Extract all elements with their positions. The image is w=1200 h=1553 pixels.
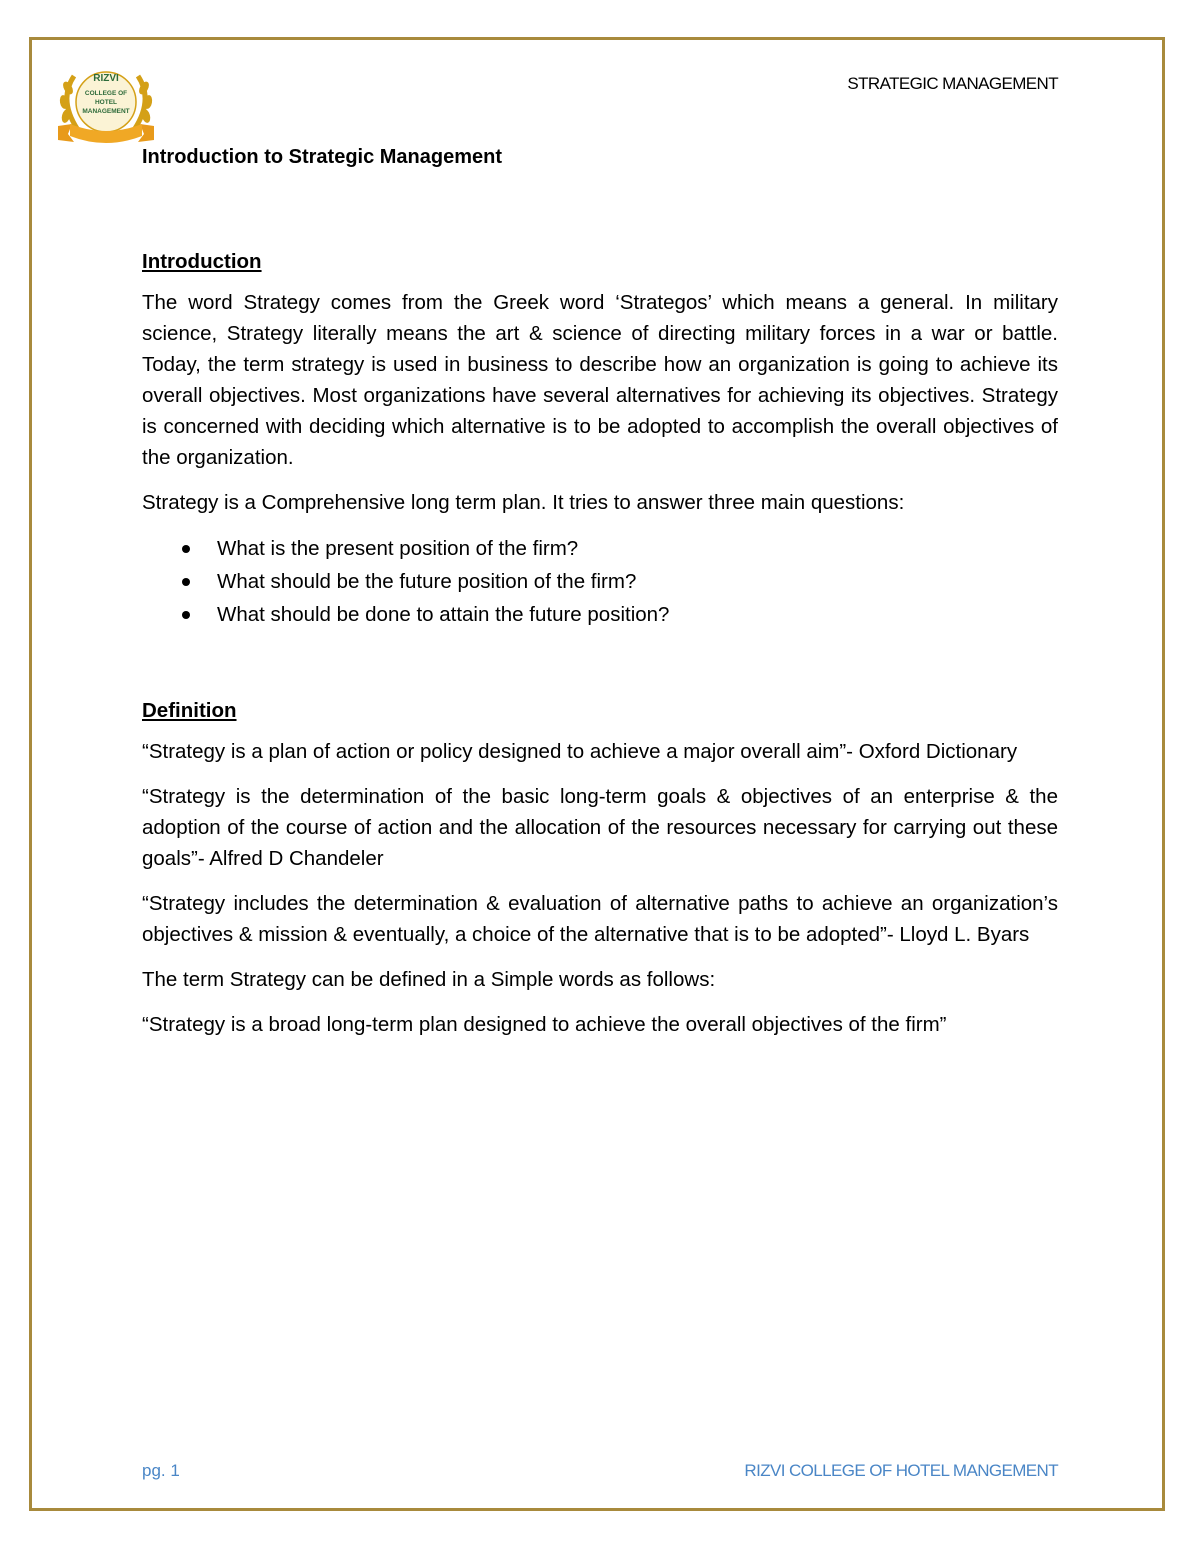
questions-list — [142, 532, 1058, 631]
bullet-icon — [182, 578, 190, 586]
list-item — [182, 565, 1058, 598]
page-number: pg. 1 — [142, 1461, 180, 1480]
document-title: Introduction to Strategic Management — [142, 146, 503, 168]
list-item-text: What should be done to attain the future position? — [217, 603, 670, 626]
header-title: STRATEGIC MANAGEMENT — [847, 74, 1058, 93]
logo-line2: HOTEL — [94, 99, 118, 106]
logo-line3: MANAGEMENT — [82, 108, 130, 115]
simple-definition-intro: The term Strategy can be defined in a Simple words as follows: — [142, 968, 716, 991]
document-body — [142, 246, 1058, 1054]
introduction-paragraph-2: Strategy is a Comprehensive long term plan. It tries to answer three main questions: — [142, 491, 905, 514]
definition-heading: Definition — [142, 699, 237, 722]
bullet-icon — [182, 611, 190, 619]
bullet-icon — [182, 545, 190, 553]
list-item — [182, 598, 1058, 631]
footer-college-name: RIZVI COLLEGE OF HOTEL MANGEMENT — [744, 1461, 1058, 1480]
logo-line1: COLLEGE OF — [84, 90, 128, 97]
logo-name: RIZVI — [93, 73, 119, 84]
introduction-heading: Introduction — [142, 250, 262, 273]
list-item-text: What is the present position of the firm? — [217, 537, 579, 560]
list-item — [182, 532, 1058, 565]
list-item-text: What should be the future position of the firm? — [217, 570, 637, 593]
introduction-paragraph-1: The word Strategy comes from the Greek word ‘Strategos’ which means a general. In military science, Strategy literally means the art & science of directing military forces in a war or battle. Today, the term strategy is used in business to describe how an organization is going to achieve its overall objectives. Most organizations have several alternatives for achieving its objectives. Strategy is concerned with deciding which alternative is to be adopted to accomplish the overall objectives of the organization. — [142, 291, 1058, 469]
definition-quote-1: “Strategy is a plan of action or policy designed to achieve a major overall aim”- Oxford Dictionary — [142, 740, 1018, 763]
college-logo — [52, 64, 160, 148]
definition-quote-2: “Strategy is the determination of the basic long-term goals & objectives of an enterprise & the adoption of the course of action and the allocation of the resources necessary for carrying out these goals”- Alfred D Chandeler — [142, 785, 1058, 870]
definition-quote-3: “Strategy includes the determination & evaluation of alternative paths to achieve an organization’s objectives & mission & eventually, a choice of the alternative that is to be adopted”- Lloyd L. Byars — [142, 892, 1058, 946]
simple-definition-quote: “Strategy is a broad long-term plan designed to achieve the overall objectives of the firm” — [142, 1013, 947, 1036]
